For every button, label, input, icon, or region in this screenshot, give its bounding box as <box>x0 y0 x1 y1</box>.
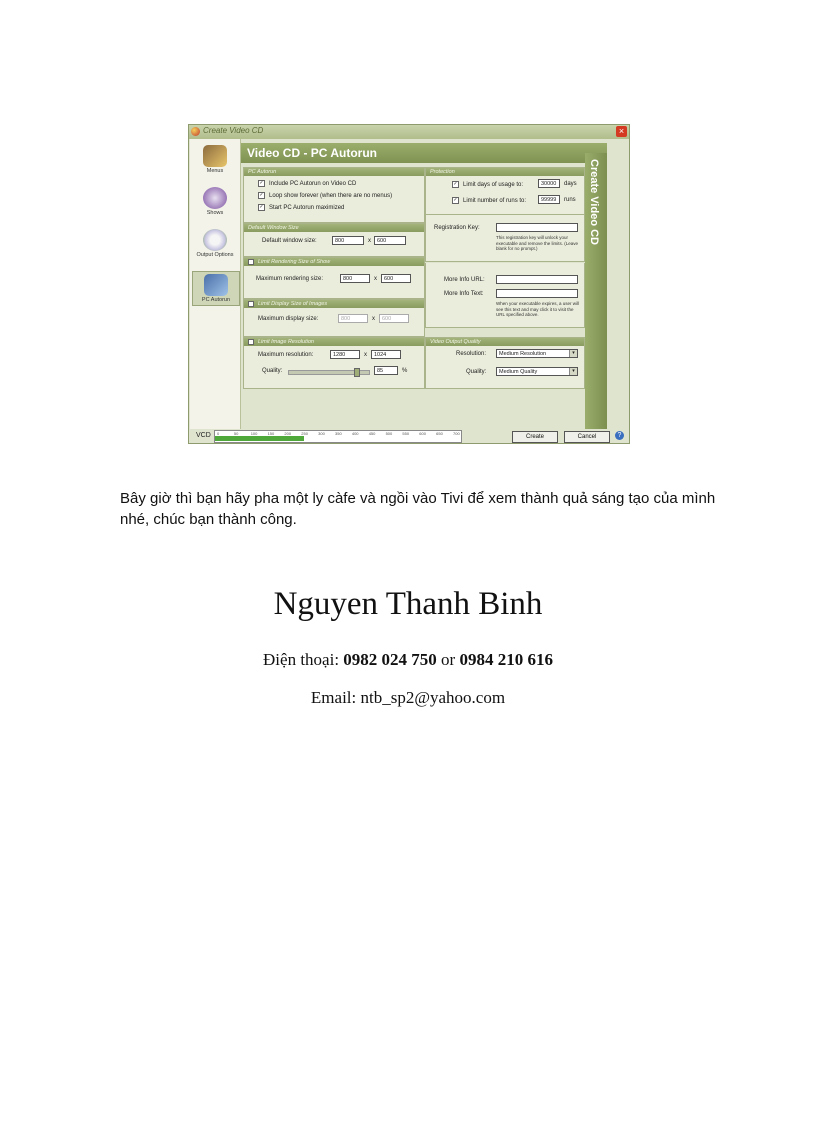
group-title: Protection <box>426 168 584 176</box>
capacity-tick: 150 <box>267 431 275 436</box>
app-icon <box>191 127 200 136</box>
window-size-group: Default Window Size Default window size: 800 x 600 <box>243 223 425 257</box>
more-info-text-label: More Info Text: <box>444 291 484 297</box>
capacity-tick: 200 <box>284 431 292 436</box>
image-resolution-group: ✓ Limit Image Resolution Maximum resolution: 1280 x 1024 Quality: 85 % <box>243 337 425 389</box>
more-info-text-input[interactable] <box>496 289 578 298</box>
runs-input[interactable]: 99999 <box>538 195 560 204</box>
sidebar-item-output-options[interactable]: Output Options <box>192 229 238 258</box>
quality-select[interactable]: Medium Quality ▾ <box>496 367 578 376</box>
sidebar-item-menus[interactable]: Menus <box>192 145 238 174</box>
phone-label: Điện thoại: <box>263 650 344 669</box>
sidebar-item-pc-autorun[interactable]: PC Autorun <box>192 271 240 306</box>
checkbox-unchecked[interactable] <box>248 301 254 307</box>
display-height-input[interactable]: 600 <box>379 314 409 323</box>
side-banner-title: Create Video CD <box>588 159 600 245</box>
chevron-down-icon: ▾ <box>569 368 577 375</box>
author-name: Nguyen Thanh Binh <box>273 586 543 622</box>
capacity-tick: 700 <box>453 431 460 436</box>
display-size-label: Maximum display size: <box>258 316 319 322</box>
resolution-height-input[interactable]: 1024 <box>371 350 401 359</box>
side-banner <box>585 153 607 429</box>
pc-autorun-icon <box>204 274 228 296</box>
rendering-size-group: ✓ Limit Rendering Size of Show Maximum rendering size: 800 x 600 <box>243 257 425 299</box>
video-quality-label: Quality: <box>466 369 487 375</box>
resolution-select[interactable]: Medium Resolution ▾ <box>496 349 578 358</box>
checkbox-checked[interactable]: ✓ <box>453 181 458 187</box>
bottom-bar <box>190 429 628 443</box>
phone-number-1: 0982 024 750 <box>343 650 437 669</box>
checkbox-checked[interactable]: ✓ <box>259 180 264 186</box>
more-info-url-input[interactable] <box>496 275 578 284</box>
sidebar-item-shows[interactable]: Shows <box>192 187 238 216</box>
limit-days-option[interactable]: ✓ Limit days of usage to: <box>453 181 524 189</box>
registration-input[interactable] <box>496 223 578 232</box>
capacity-meter <box>214 430 462 443</box>
capacity-tick: 650 <box>436 431 443 436</box>
output-options-icon <box>203 229 227 251</box>
capacity-tick: 50 <box>233 431 239 436</box>
start-maximized-option[interactable]: ✓ Start PC Autorun maximized <box>259 204 345 212</box>
window-height-input[interactable]: 600 <box>374 236 406 245</box>
group-title: ✓ Limit Rendering Size of Show <box>244 258 424 266</box>
capacity-tick: 400 <box>351 431 359 436</box>
checkbox-checked[interactable]: ✓ <box>249 338 253 344</box>
resolution-width-input[interactable]: 1280 <box>330 350 360 359</box>
quality-slider-thumb[interactable] <box>354 368 360 377</box>
create-button[interactable]: Create <box>512 431 558 443</box>
capacity-tick: 250 <box>301 431 308 436</box>
more-info-url-label: More Info URL: <box>444 277 485 283</box>
include-autorun-option[interactable]: ✓ Include PC Autorun on Video CD <box>259 180 357 188</box>
registration-note: This registration key will unlock your executable and remove the limits. (Leave blank for no prompt.) <box>496 235 579 251</box>
quality-slider[interactable] <box>288 370 370 375</box>
window-width-input[interactable]: 800 <box>332 236 364 245</box>
email-line: Email: ntb_sp2@yahoo.com <box>310 688 506 707</box>
limit-runs-option[interactable]: ✓ Limit number of runs to: <box>453 197 527 205</box>
max-resolution-label: Maximum resolution: <box>258 352 314 358</box>
days-input[interactable]: 30000 <box>538 179 560 188</box>
closing-paragraph: Bây giờ thì bạn hãy pha một ly càfe và ngồi vào Tivi để xem thành quả sáng tạo của mình nhé, chúc bạn thành công. <box>120 490 716 528</box>
resolution-label: Resolution: <box>456 351 487 357</box>
rendering-height-input[interactable]: 600 <box>381 274 411 283</box>
cancel-button[interactable]: Cancel <box>564 431 610 443</box>
registration-label: Registration Key: <box>434 225 480 231</box>
more-info-group <box>425 263 585 328</box>
capacity-tick: 100 <box>250 431 258 436</box>
capacity-tick: 600 <box>419 431 426 436</box>
shows-icon <box>203 187 227 209</box>
capacity-tick: 350 <box>335 431 342 436</box>
checkbox-checked[interactable]: ✓ <box>259 204 264 210</box>
checkbox-checked[interactable]: ✓ <box>259 192 264 198</box>
window-size-label: Default window size: <box>262 238 317 244</box>
loop-show-option[interactable]: ✓ Loop show forever (when there are no menus) <box>259 192 393 200</box>
panel-title: Video CD - PC Autorun <box>247 146 377 160</box>
group-title: ✓ Limit Image Resolution <box>244 338 424 346</box>
quality-label: Quality: <box>262 368 283 374</box>
chevron-down-icon: ▾ <box>569 350 577 357</box>
sidebar <box>190 139 241 429</box>
more-info-note: When your executable expires, a user will see this text and may click it to visit the URL specified above. <box>496 301 580 317</box>
settings-panel <box>241 139 607 429</box>
capacity-fill <box>215 436 304 441</box>
group-title: PC Autorun <box>244 168 424 176</box>
close-button[interactable]: × <box>616 126 627 137</box>
protection-group: Protection ✓ Limit days of usage to: 30000 days ✓ Limit number of runs to: 99999 runs <box>425 167 585 215</box>
capacity-tick: 500 <box>385 431 393 436</box>
phone-or: or <box>436 650 460 669</box>
panel-header <box>241 143 607 163</box>
group-title: Video Output Quality <box>426 338 584 346</box>
quality-input[interactable]: 85 <box>374 366 398 375</box>
group-title: Default Window Size <box>244 224 424 232</box>
pc-autorun-group <box>243 167 425 223</box>
title-bar <box>189 125 629 139</box>
help-icon[interactable]: ? <box>615 431 624 440</box>
capacity-tick: 300 <box>318 431 325 436</box>
checkbox-checked[interactable]: ✓ <box>249 258 253 264</box>
video-quality-group <box>425 337 585 389</box>
capacity-tick: 450 <box>368 431 376 436</box>
registration-group <box>425 215 585 262</box>
rendering-width-input[interactable]: 800 <box>340 274 370 283</box>
phone-number-2: 0984 210 616 <box>459 650 553 669</box>
window-title: Create Video CD <box>203 126 264 135</box>
group-title: Limit Display Size of Images <box>244 300 424 308</box>
phone-line <box>0 650 816 670</box>
video-cd-dialog-screenshot <box>188 124 630 444</box>
display-width-input[interactable]: 800 <box>338 314 368 323</box>
display-size-group: Limit Display Size of Images Maximum display size: 800 x 600 <box>243 299 425 337</box>
capacity-tick: 550 <box>402 431 410 436</box>
disc-type-label: VCD <box>196 432 211 439</box>
checkbox-checked[interactable]: ✓ <box>453 197 458 203</box>
rendering-size-label: Maximum rendering size: <box>256 276 324 282</box>
menus-icon <box>203 145 227 167</box>
capacity-tick: 0 <box>217 431 220 436</box>
